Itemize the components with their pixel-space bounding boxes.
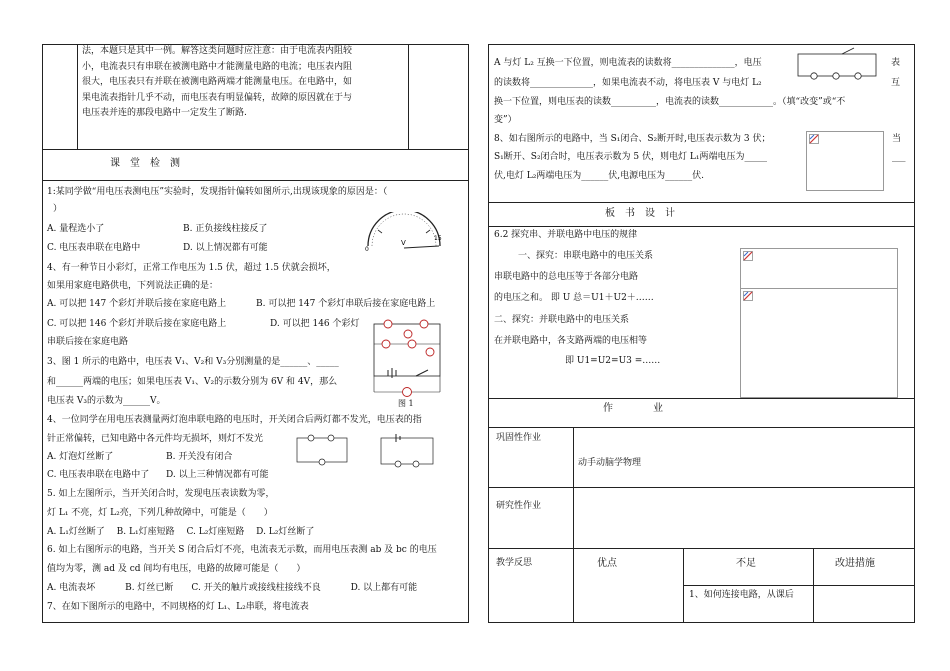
q4a-option-c: C. 可以把 146 个彩灯并联后接在家庭电路上: [47, 319, 227, 329]
q4b-option-b: B. 开关没有闭合: [166, 452, 233, 462]
right-rule-board2: [488, 226, 915, 227]
q7-line1b: 表: [891, 58, 901, 68]
consolidation-value: 动手动脑学物理: [578, 458, 642, 468]
left-frame-bottom: [42, 622, 469, 623]
analysis-line: 果电流表指针几乎不动，而电压表有明显偏转，故障的原因就在于与: [82, 92, 353, 103]
q6-options: A. 电流表坏 B. 灯丝已断 C. 开关的触片或接线柱接线不良 D. 以上都有可能: [47, 583, 418, 593]
q7-line2a: 的读数将______________，如果电流表不动，将电压表 V 与电灯 L₂: [494, 78, 762, 88]
svg-text:V: V: [401, 239, 406, 247]
q4a-line1: 4、有一种节日小彩灯，正常工作电压为 1.5 伏，超过 1.5 伏就会损坏，: [47, 263, 336, 273]
homework-col-divider: [573, 427, 574, 549]
q4b-option-d: D. 以上三种情况都有可能: [166, 470, 269, 480]
q5-line1: 5. 如上左图所示，当开关闭合时，发现电压表读数为零，: [47, 489, 275, 499]
board-line6: 即 U1=U2=U3 =……: [565, 356, 661, 366]
q1-line1: 1:某同学做“用电压表测电压”实验时，发现指针偏转如图所示,出现该现象的原因是：（: [47, 187, 388, 197]
q8-line3: 伏,电灯 L₂两端电压为______伏,电源电压为______伏.: [494, 171, 705, 181]
q4a-line2: 如果用家庭电路供电，下列说法正确的是：: [47, 281, 219, 291]
q8-side-when: 当: [892, 134, 902, 144]
circuit-diagram-icon: [378, 432, 436, 468]
q4b-option-a: A. 灯泡灯丝断了: [47, 452, 114, 462]
board-line1: 一、探究：串联电路中的电压关系: [518, 251, 654, 261]
q8-line1: 8、如右图所示的电路中，当 S₁闭合、S₂断开时,电压表示数为 3 伏；: [494, 134, 771, 144]
figure1-label: 图 1: [398, 399, 414, 408]
analysis-paragraph: [82, 44, 407, 122]
circuit-diagram-icon: [294, 432, 350, 466]
left-section-rule: [42, 149, 469, 150]
right-rule-board: [488, 202, 915, 203]
board-line5: 在并联电路中，各支路两端的电压相等: [494, 336, 648, 346]
reflection-header-rule: [683, 585, 915, 586]
q8-line2: S₁断开、S₂闭合时，电压表示数为 5 伏，则电灯 L₁两端电压为_____: [494, 152, 767, 162]
section-title-classroom-test: 课 堂 检 测: [110, 158, 180, 169]
right-frame-left: [488, 44, 489, 623]
board-line2: 串联电路中的总电压等于各部分电路: [494, 272, 639, 282]
q3-line3: 电压表 V₃的示数为______V。: [47, 396, 166, 406]
q1-option-a: A. 量程选小了: [47, 224, 105, 234]
research-label: 研究性作业: [496, 501, 542, 511]
reflection-col1: [573, 548, 574, 622]
right-frame-right: [914, 44, 915, 623]
analysis-line: 电压表并连的那段电路中一定发生了断路.: [82, 108, 247, 118]
q5-line2: 灯 L₁ 不亮，灯 L₂亮，下列几种故障中，可能是（ ）: [47, 508, 273, 518]
left-frame-left: [42, 44, 43, 623]
col-pros: 优点: [597, 558, 617, 569]
q4b-option-c: C. 电压表串联在电路中了: [47, 470, 150, 480]
q1-line2: ）: [53, 204, 63, 214]
q4a-option-d2: 串联后接在家庭电路: [47, 337, 129, 347]
left-inner-divider2: [408, 44, 409, 149]
right-frame-bottom: [488, 622, 915, 623]
svg-text:0: 0: [365, 246, 369, 252]
board-title: 6.2 探究串、并联电路中电压的规律: [494, 230, 638, 240]
q1-option-d: D. 以上情况都有可能: [183, 243, 268, 253]
left-inner-divider: [77, 44, 78, 149]
right-rule-reflection: [488, 548, 915, 549]
homework-title: 作 业: [603, 403, 663, 414]
q4b-line1: 4、一位同学在用电压表测量两灯泡串联电路的电压时，开关闭合后两灯都不发光，电压表的指: [47, 415, 422, 425]
q7-line1a: A 与灯 L₂ 互换一下位置，则电流表的读数将______________，电压: [494, 58, 762, 68]
col-cons: 不足: [736, 558, 756, 569]
q5-options: A. L₁灯丝断了 B. L₁灯座短路 C. L₂灯座短路 D. L₂灯丝断了: [47, 527, 315, 537]
picture-placeholder-icon: [740, 288, 898, 398]
q1-option-c: C. 电压表串联在电路中: [47, 243, 141, 253]
q4a-option-a: A. 可以把 147 个彩灯并联后接在家庭电路上: [47, 299, 227, 309]
voltmeter-dial-icon: [362, 212, 446, 252]
picture-placeholder-icon: [806, 131, 884, 191]
q3-line2: 和______两端的电压；如果电压表 V₁、V₂的示数分别为 6V 和 4V，那么: [47, 377, 338, 387]
right-rule-research: [488, 487, 915, 488]
q6-line1: 6. 如上右图所示的电路，当开关 S 闭合后灯不亮，电流表无示数，而用电压表测 ab 及 bc 的电压: [47, 545, 437, 555]
right-rule-homework: [488, 398, 915, 399]
reflection-label: 教学反思: [496, 558, 533, 568]
picture-placeholder-icon: [740, 248, 898, 289]
q6-line2: 值均为零，测 ad 及 cd 间均有电压，电路的故障可能是（ ）: [47, 564, 306, 574]
q7-line3: 换一下位置，则电压表的读数__________，电流表的读数____________。（填“改变”或“不: [494, 97, 846, 107]
q7-line2b: 互: [891, 78, 901, 88]
q8-side-blank: ___: [892, 152, 906, 162]
svg-text:15: 15: [434, 235, 442, 242]
q7-line4: 变”）: [494, 115, 517, 125]
circuit-diagram-icon: [368, 318, 448, 404]
col-improve: 改进措施: [835, 558, 875, 569]
circuit-diagram-icon: [792, 46, 882, 80]
cons-item: 1、如何连接电路，从课后: [689, 590, 794, 600]
left-section-rule2: [42, 180, 469, 181]
board-design-title: 板 书 设 计: [605, 208, 675, 219]
q1-option-b: B. 正负接线柱接反了: [183, 224, 268, 234]
analysis-line: 很大，电压表只有并联在被测电路两端才能测量电压。在电路中，如: [82, 77, 353, 87]
right-frame-top: [488, 44, 915, 45]
q4a-option-d1: D. 可以把 146 个彩灯: [270, 319, 360, 329]
analysis-line: 小，电流表只有串联在被测电路中才能测量电路的电流；电压表内阻: [82, 61, 353, 72]
q4a-option-b: B. 可以把 147 个彩灯串联后接在家庭电路上: [256, 299, 436, 309]
q3-line1: 3、图 1 所示的电路中，电压表 V₁、V₂和 V₃分别测量的是______、_____: [47, 357, 339, 367]
consolidation-label: 巩固性作业: [496, 433, 542, 443]
board-line4: 二、探究：并联电路中的电压关系: [494, 315, 630, 325]
board-line3: 的电压之和。 即 U 总＝U1＋U2＋……: [494, 293, 654, 303]
q4b-line2: 针正常偏转，已知电路中各元件均无损坏，则灯不发光: [47, 434, 264, 444]
right-rule-homework2: [488, 427, 915, 428]
analysis-line: 法，本题只是其中一例。解答这类问题时应注意：由于电流表内阻较: [82, 46, 353, 56]
q7-start: 7、在如下图所示的电路中，不同规格的灯 L₁、L₂串联，将电流表: [47, 602, 309, 612]
left-frame-right: [468, 44, 469, 623]
